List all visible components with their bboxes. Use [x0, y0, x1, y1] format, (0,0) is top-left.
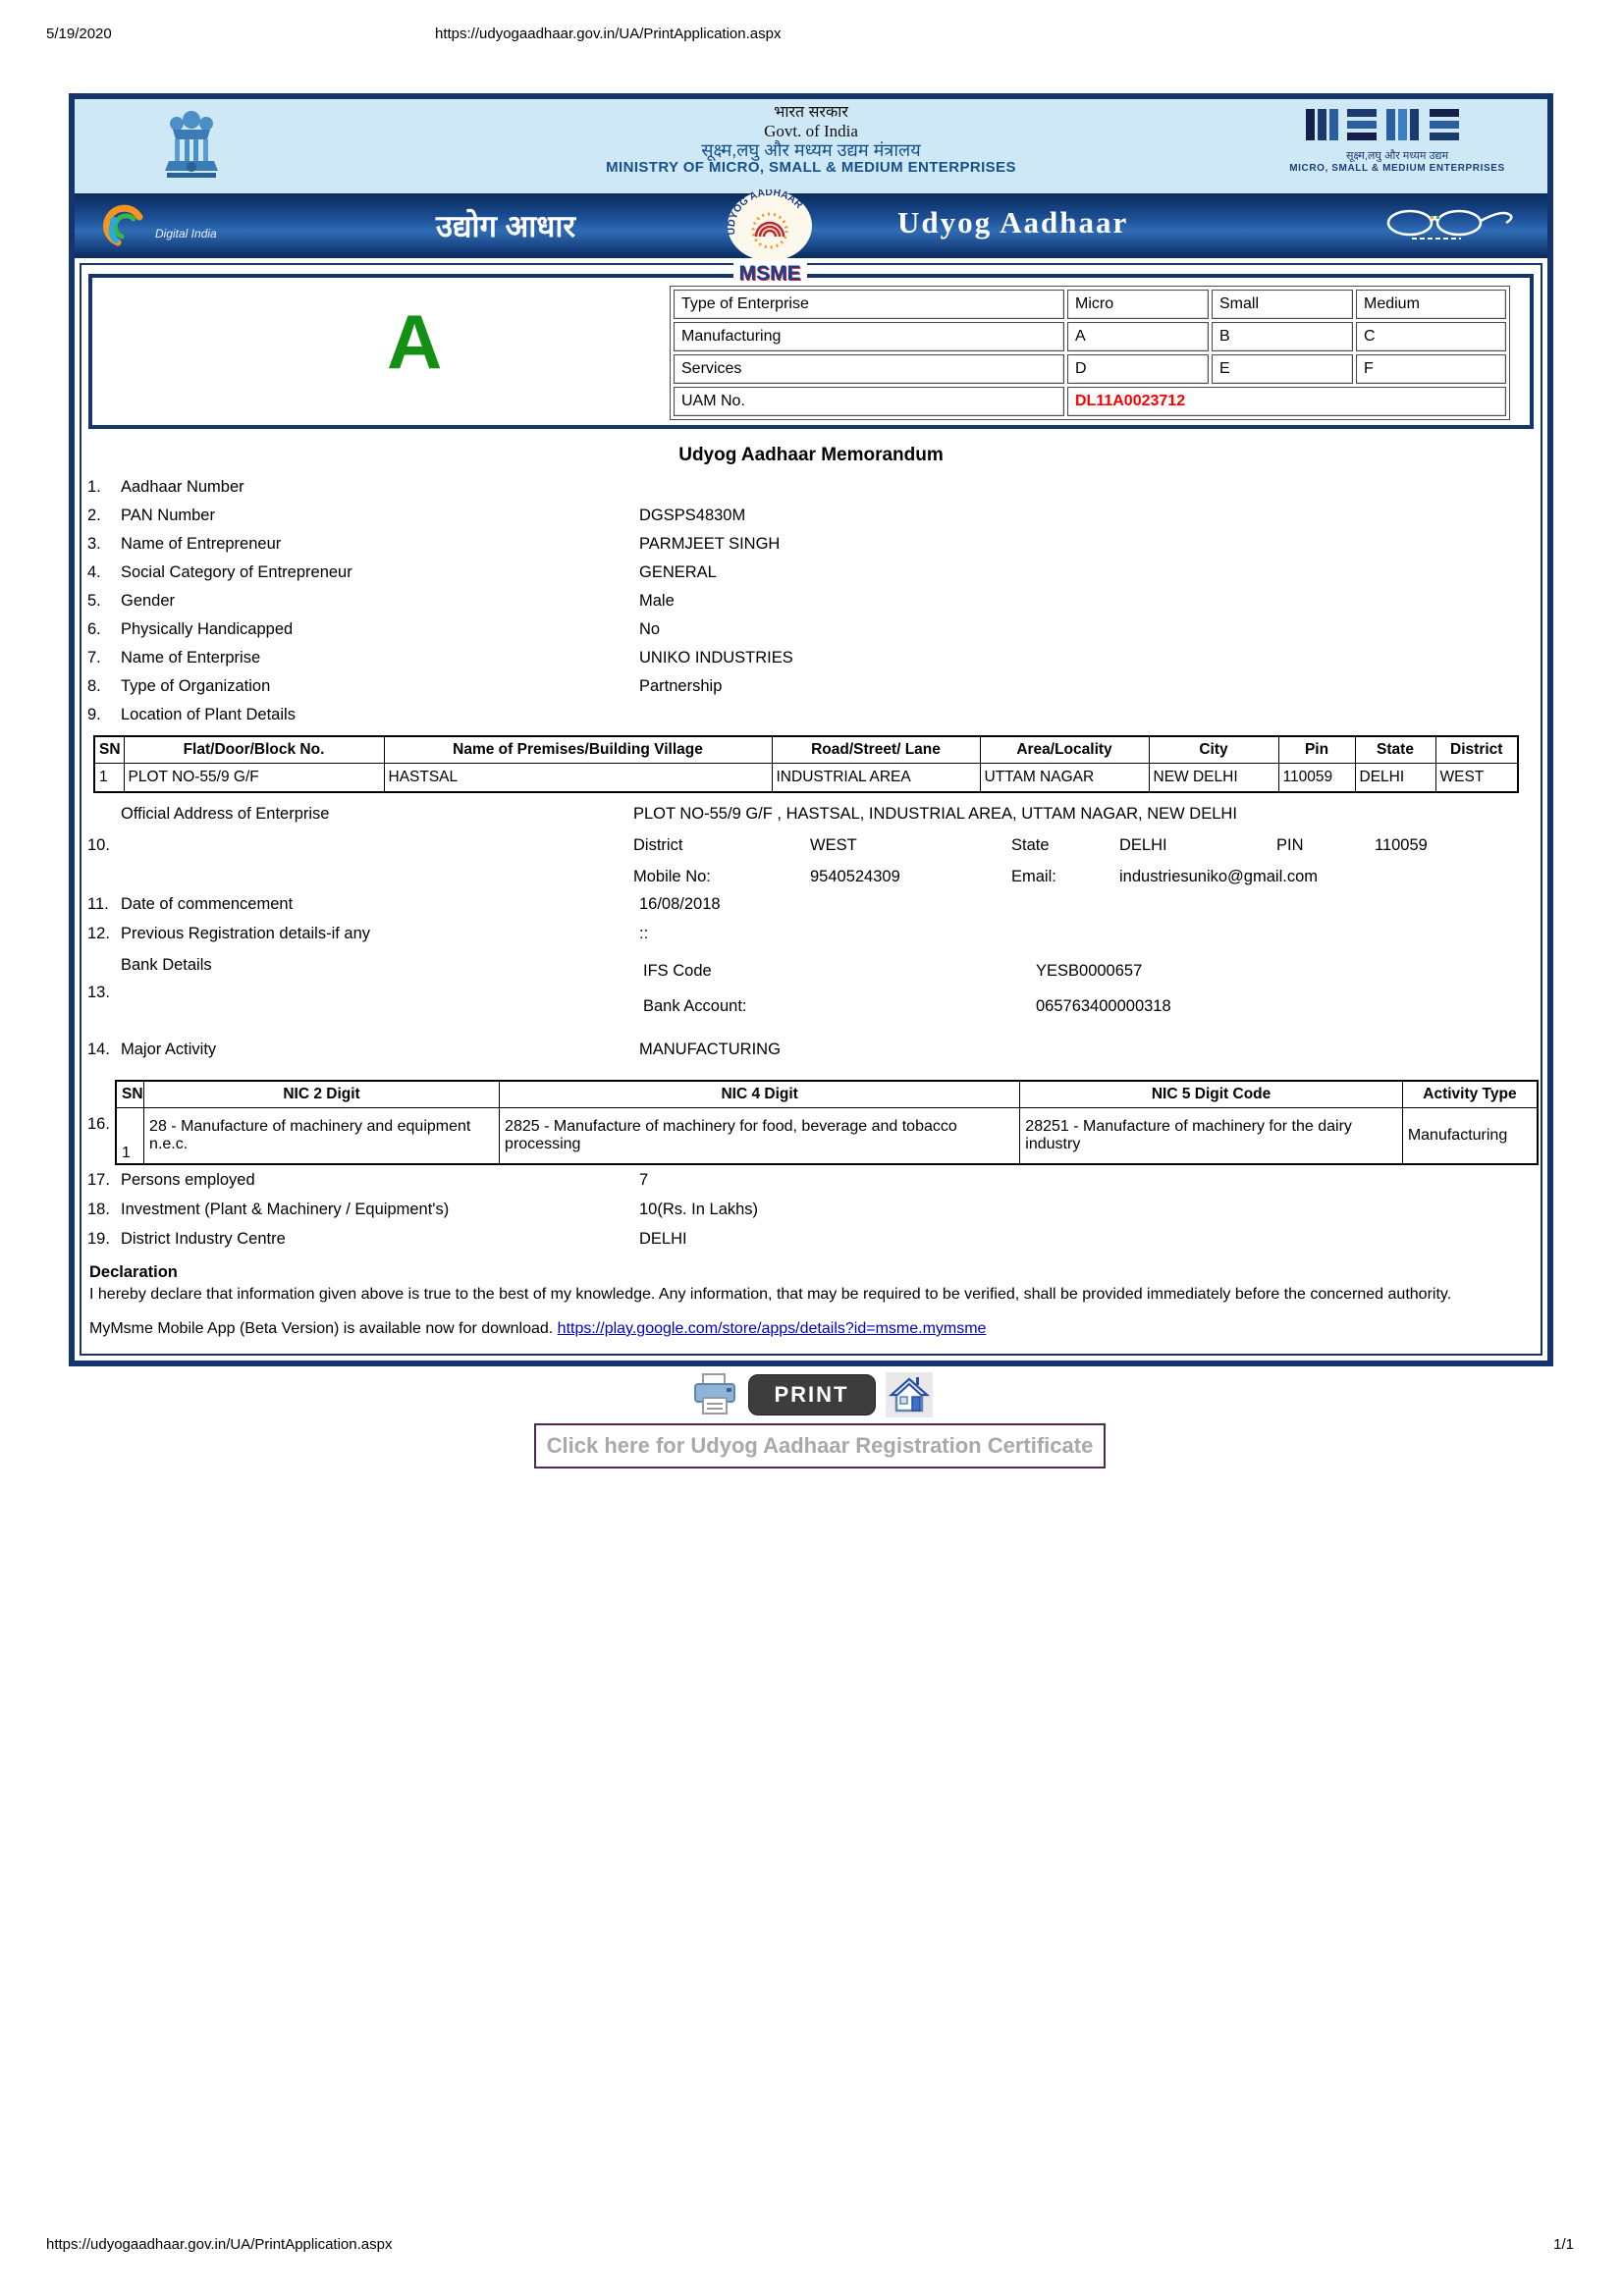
print-footer-url: https://udyogaadhaar.gov.in/UA/PrintApplication.aspx: [46, 2236, 393, 2253]
registration-certificate-link[interactable]: [534, 1423, 1106, 1468]
print-header-date: 5/19/2020: [46, 26, 112, 42]
printer-icon[interactable]: [691, 1372, 738, 1417]
table-header-row: SN Flat/Door/Block No. Name of Premises/Building Village Road/Street/ Lane Area/Locality City Pin State District: [94, 736, 1518, 764]
govt-of-india: Govt. of India: [764, 121, 858, 140]
band-title-hindi: उद्योग आधार: [436, 209, 576, 243]
govt-of-india-hindi: भारत सरकार: [774, 104, 848, 121]
udyog-aadhaar-document: [69, 93, 1553, 1366]
list-item-2: 2. PAN Number DGSPS4830M: [87, 507, 746, 524]
bank-account-value: 065763400000318: [1036, 997, 1171, 1015]
ministry-english: MINISTRY OF MICRO, SMALL & MEDIUM ENTERPRISES: [606, 159, 1016, 177]
udyog-aadhaar-msme-logo: [715, 189, 825, 286]
digital-india-logo: [100, 199, 217, 250]
list-item-11: 11. Date of commencement 16/08/2018: [87, 895, 721, 913]
ifs-code-value: YESB0000657: [1036, 962, 1143, 980]
declaration-section: [89, 1263, 1531, 1305]
india-emblem-icon: [161, 104, 222, 193]
msme-logo: [1265, 107, 1530, 174]
uam-label: UAM No.: [674, 387, 1064, 416]
table-row: 1 PLOT NO-55/9 G/F HASTSAL INDUSTRIAL AREA UTTAM NAGAR NEW DELHI 110059 DELHI WEST: [94, 764, 1518, 793]
district-value: WEST: [810, 836, 857, 854]
declaration-text: I hereby declare that information given above is true to the best of my knowledge. Any information, that may be required to be verified, shall be provided immediately before the concerned authority.: [89, 1286, 1452, 1303]
print-header-url: https://udyogaadhaar.gov.in/UA/PrintApplication.aspx: [435, 26, 782, 42]
digital-india-label: Digital India: [155, 227, 217, 240]
list-item-13: Bank Details 13. IFS Code YESB0000657 Bank Account: 065763400000318: [87, 954, 1541, 1041]
list-item-3: 3. Name of Entrepreneur PARMJEET SINGH: [87, 535, 781, 553]
state-value: DELHI: [1119, 836, 1167, 854]
list-item-6: 6. Physically Handicapped No: [87, 620, 661, 638]
table-header-row: SN NIC 2 Digit NIC 4 Digit NIC 5 Digit Code Activity Type: [116, 1081, 1538, 1108]
email-value: industriesuniko@gmail.com: [1119, 868, 1318, 885]
digital-india-swirl-icon: [100, 199, 151, 250]
pin-value: 110059: [1375, 836, 1428, 854]
msme-tag-label: MSME: [733, 262, 807, 286]
list-item-1: 1. Aadhaar Number: [87, 478, 244, 496]
list-item-7: 7. Name of Enterprise UNIKO INDUSTRIES: [87, 649, 793, 667]
msme-logo-english: MICRO, SMALL & MEDIUM ENTERPRISES: [1289, 163, 1505, 174]
memorandum-body: [80, 263, 1542, 1356]
list-item-14: 14. Major Activity MANUFACTURING: [87, 1041, 781, 1058]
list-item-18: 18. Investment (Plant & Machinery / Equipment's) 10(Rs. In Lakhs): [87, 1201, 759, 1218]
svg-text:UDYOG AADHAAR: UDYOG AADHAAR: [726, 189, 805, 236]
table-row: Services D E F: [674, 354, 1506, 384]
mymsme-store-link[interactable]: https://play.google.com/store/apps/details?id=msme.mymsme: [557, 1320, 987, 1337]
print-footer-page-number: 1/1: [1553, 2236, 1574, 2253]
udyog-aadhaar-band: [75, 189, 1547, 285]
print-button[interactable]: PRINT: [748, 1374, 876, 1415]
band-title-english: Udyog Aadhaar: [897, 205, 1129, 240]
table-row: Manufacturing A B C: [674, 322, 1506, 351]
aadhaar-glasses-icon: [1373, 203, 1520, 251]
table-row: Type of Enterprise Micro Small Medium: [674, 290, 1506, 319]
list-item-9: 9. Location of Plant Details: [87, 706, 296, 723]
type-of-enterprise-label: Type of Enterprise: [674, 290, 1064, 319]
plant-location-table: [93, 735, 1519, 793]
enterprise-type-box: [88, 274, 1534, 429]
list-item-5: 5. Gender Male: [87, 592, 675, 610]
list-item-4: 4. Social Category of Entrepreneur GENERAL: [87, 563, 717, 581]
government-header: [75, 99, 1547, 193]
official-address: PLOT NO-55/9 G/F , HASTSAL, INDUSTRIAL AREA, UTTAM NAGAR, NEW DELHI: [633, 805, 1237, 823]
enterprise-type-table: [670, 286, 1510, 420]
uam-number: DL11A0023712: [1067, 387, 1506, 416]
list-item-17: 17. Persons employed 7: [87, 1171, 649, 1189]
nic-code-table: [115, 1080, 1539, 1165]
page-title: Udyog Aadhaar Memorandum: [678, 445, 944, 465]
ministry-hindi: सूक्ष्म,लघु और मध्यम उद्यम मंत्रालय: [701, 139, 921, 160]
list-item-8: 8. Type of Organization Partnership: [87, 677, 723, 695]
table-row: 1 28 - Manufacture of machinery and equipment n.e.c. 2825 - Manufacture of machinery for food, beverage and tobacco processing 28251 - Manufacture of machinery for the dairy industry Manufacturing: [116, 1108, 1538, 1165]
msme-bars-icon: [1304, 130, 1490, 146]
table-row: [674, 387, 1506, 416]
msme-logo-hindi: सूक्ष्म,लघु और मध्यम उद्यम: [1345, 150, 1449, 162]
mobile-value: 9540524309: [810, 868, 900, 885]
enterprise-category-marker: A: [387, 298, 443, 385]
list-item-12: 12. Previous Registration details-if any ::: [87, 925, 649, 942]
list-item-10: Official Address of Enterprise 10. PLOT NO-55/9 G/F , HASTSAL, INDUSTRIAL AREA, UTTAM NAGAR, NEW DELHI District WEST State DELHI PIN 110059 Mobile No: 9540524309 Email: industriesuniko@gmail.com: [87, 801, 1541, 895]
mymsme-text: MyMsme Mobile App (Beta Version) is available now for download.: [89, 1320, 558, 1337]
home-button[interactable]: [886, 1372, 933, 1417]
action-bar: [0, 1372, 1623, 1417]
mymsme-line: [89, 1320, 1541, 1338]
udyog-aadhaar-circle-icon: [726, 189, 814, 262]
list-item-16: 16. SN NIC 2 Digit NIC 4 Digit NIC 5 Digit Code Activity Type 1 28 - Manufacture of machinery and equipment n.e.c. 2825 - Manufacture of machinery for food, beverage and tobacco processing 28251 - Manufacture of machinery for the dairy industry Manufacturing: [87, 1080, 1541, 1165]
registration-certificate-label: Click here for Udyog Aadhaar Registration Certificate: [546, 1433, 1094, 1458]
list-item-19: 19. District Industry Centre DELHI: [87, 1230, 687, 1248]
declaration-heading: Declaration: [89, 1263, 178, 1281]
